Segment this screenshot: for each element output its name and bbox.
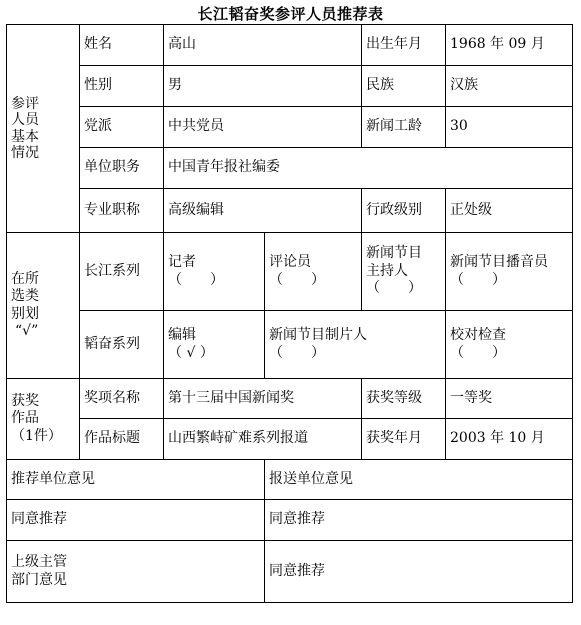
basic-section-text: 参评人员基本情况: [11, 96, 39, 161]
changjiang-series-label: 长江系列: [80, 233, 164, 311]
recommend-unit-value: 同意推荐: [7, 500, 265, 541]
prof-title-label: 专业职称: [80, 189, 164, 233]
option-announcer[interactable]: [446, 233, 573, 311]
form-title: 长江韬奋奖参评人员推荐表: [197, 5, 384, 23]
gender-label: 性别: [80, 66, 164, 107]
name-value: 高山: [164, 25, 362, 66]
party-value: 中共党员: [164, 107, 362, 148]
position-value: 中国青年报社编委: [164, 148, 573, 189]
option-proofreader[interactable]: [446, 311, 573, 379]
category-section-cell: [7, 233, 80, 379]
award-name-label: 奖项名称: [80, 379, 164, 419]
option-producer-mark: （ ）: [269, 344, 325, 361]
superior-label-line1: 上级主管: [11, 554, 67, 570]
category-label-line1: 在所: [11, 270, 39, 287]
award-label-line3: （1件）: [11, 427, 62, 444]
category-label-line4: “√”: [15, 323, 39, 339]
category-label-line2: 选类: [11, 288, 39, 304]
party-label: 党派: [80, 107, 164, 148]
option-reporter-mark: （ ）: [168, 271, 224, 288]
award-label-line2: 作品: [11, 410, 39, 427]
award-level-label: 获奖等级: [362, 379, 446, 419]
option-producer-label: 新闻节目制片人: [269, 327, 367, 343]
option-proofreader-label: 校对检查: [450, 327, 506, 343]
award-year-label: 获奖年月: [362, 419, 446, 460]
birth-value: 1968 年 09 月: [446, 25, 573, 66]
superior-label-line2: 部门意见: [11, 571, 67, 588]
option-host[interactable]: [362, 233, 446, 311]
option-announcer-mark: （ ）: [450, 271, 506, 288]
years-value: 30: [446, 107, 573, 148]
award-name-value: 第十三届中国新闻奖: [164, 379, 362, 419]
superior-dept-label: [7, 541, 265, 603]
option-reporter-label: 记者: [168, 254, 196, 270]
admin-level-label: 行政级别: [362, 189, 446, 233]
submit-unit-label: 报送单位意见: [265, 460, 573, 500]
option-producer[interactable]: [265, 311, 446, 379]
ethnicity-label: 民族: [362, 66, 446, 107]
option-commentator[interactable]: [265, 233, 362, 311]
category-label-line3: 别划: [11, 305, 39, 322]
basic-section-cell: [7, 25, 80, 233]
prof-title-value: 高级编辑: [164, 189, 362, 233]
option-reporter[interactable]: [164, 233, 265, 311]
ethnicity-value: 汉族: [446, 66, 573, 107]
award-year-value: 2003 年 10 月: [446, 419, 573, 460]
taofen-series-label: 韬奋系列: [80, 311, 164, 379]
birth-label: 出生年月: [362, 25, 446, 66]
position-label: 单位职务: [80, 148, 164, 189]
work-title-label: 作品标题: [80, 419, 164, 460]
award-level-value: 一等奖: [446, 379, 573, 419]
option-host-mark: （ ）: [366, 280, 422, 297]
option-editor-label: 编辑: [168, 327, 196, 343]
option-host-label-line2: 主持人: [366, 262, 408, 279]
superior-dept-value: 同意推荐: [265, 541, 573, 603]
recommend-unit-label: 推荐单位意见: [7, 460, 265, 500]
option-editor[interactable]: [164, 311, 265, 379]
option-editor-mark: （ √ ）: [168, 344, 214, 361]
name-label: 姓名: [80, 25, 164, 66]
option-announcer-label: 新闻节目播音员: [450, 254, 548, 270]
option-host-label-line1: 新闻节目: [366, 245, 422, 262]
submit-unit-value: 同意推荐: [265, 500, 573, 541]
admin-level-value: 正处级: [446, 189, 573, 233]
years-label: 新闻工龄: [362, 107, 446, 148]
award-label-line1: 获奖: [11, 392, 39, 409]
award-section-cell: [7, 379, 80, 460]
option-commentator-mark: （ ）: [269, 271, 325, 288]
work-title-value: 山西繁峙矿难系列报道: [164, 419, 362, 460]
option-proofreader-mark: （ ）: [450, 344, 506, 361]
option-commentator-label: 评论员: [269, 254, 311, 270]
gender-value: 男: [164, 66, 362, 107]
form-grid: [6, 24, 573, 603]
